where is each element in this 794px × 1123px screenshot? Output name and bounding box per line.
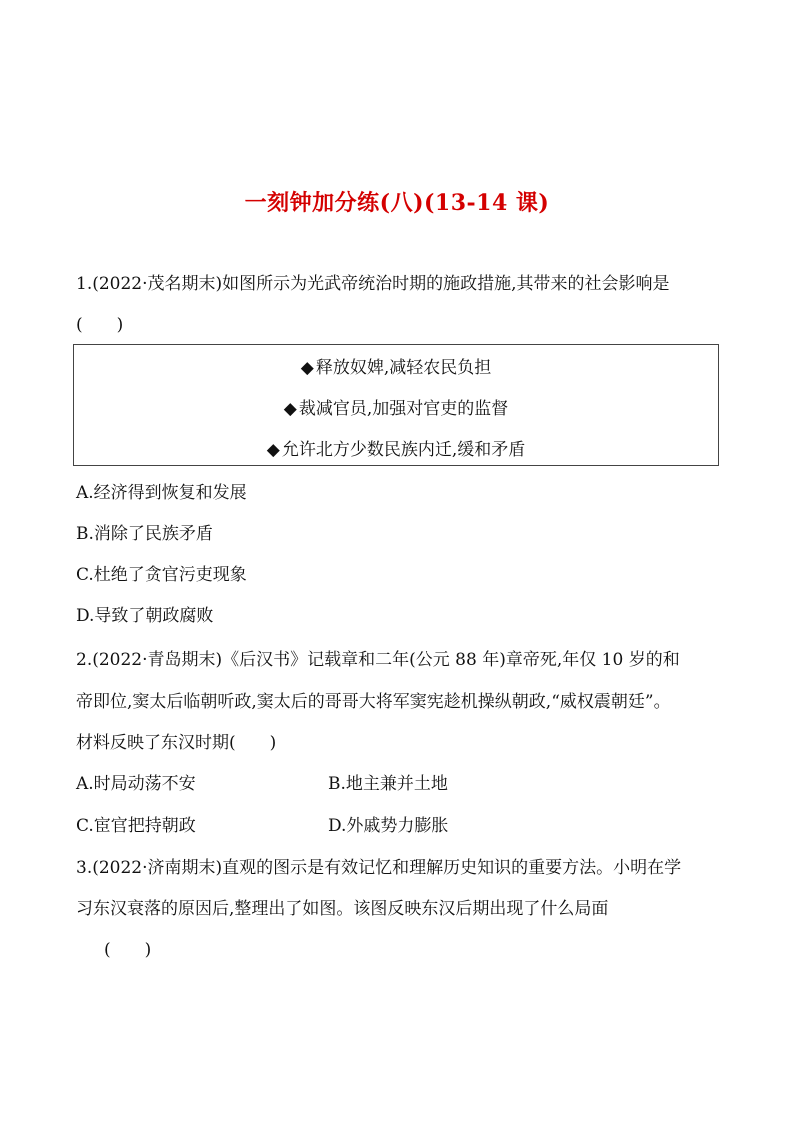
q2-stem-line1: 2.(2022·青岛期末)《后汉书》记载章和二年(公元 88 年)章帝死,年仅 10 岁的和	[76, 650, 680, 670]
q2-stem-line3: 材料反映了东汉时期( )	[76, 733, 277, 753]
q3-stem-line2: 习东汉衰落的原因后,整理出了如图。该图反映东汉后期出现了什么局面	[76, 899, 609, 919]
q2-option-c: C.宦官把持朝政	[76, 816, 196, 836]
q1-measures-box	[73, 344, 719, 466]
box-item-text: 允许北方少数民族内迁,缓和矛盾	[281, 440, 526, 460]
diamond-bullet-icon: ◆	[283, 399, 297, 419]
q2-option-d: D.外戚势力膨胀	[328, 816, 449, 836]
diamond-bullet-icon: ◆	[266, 440, 280, 460]
box-item-2	[74, 397, 718, 421]
box-item-3	[74, 438, 718, 462]
q2-option-b: B.地主兼并土地	[328, 774, 448, 794]
q3-stem-line3: ( )	[104, 940, 152, 960]
q1-option-d: D.导致了朝政腐败	[76, 606, 214, 626]
box-item-text: 释放奴婢,减轻农民负担	[315, 358, 492, 378]
q1-stem-line1: 1.(2022·茂名期末)如图所示为光武帝统治时期的施政措施,其带来的社会影响是	[76, 274, 670, 294]
q1-option-a: A.经济得到恢复和发展	[76, 483, 247, 503]
page-title: 一刻钟加分练(八)(13-14 课)	[244, 190, 550, 216]
box-item-text: 裁减官员,加强对官吏的监督	[298, 399, 509, 419]
box-item-1	[74, 356, 718, 380]
q1-option-b: B.消除了民族矛盾	[76, 524, 213, 544]
q1-option-c: C.杜绝了贪官污吏现象	[76, 565, 247, 585]
q2-stem-line2: 帝即位,窦太后临朝听政,窦太后的哥哥大将军窦宪趁机操纵朝政,“威权震朝廷”。	[76, 692, 671, 712]
q1-stem-line2: ( )	[76, 315, 124, 335]
diamond-bullet-icon: ◆	[300, 358, 314, 378]
q2-option-a: A.时局动荡不安	[76, 774, 196, 794]
q3-stem-line1: 3.(2022·济南期末)直观的图示是有效记忆和理解历史知识的重要方法。小明在学	[76, 858, 682, 878]
